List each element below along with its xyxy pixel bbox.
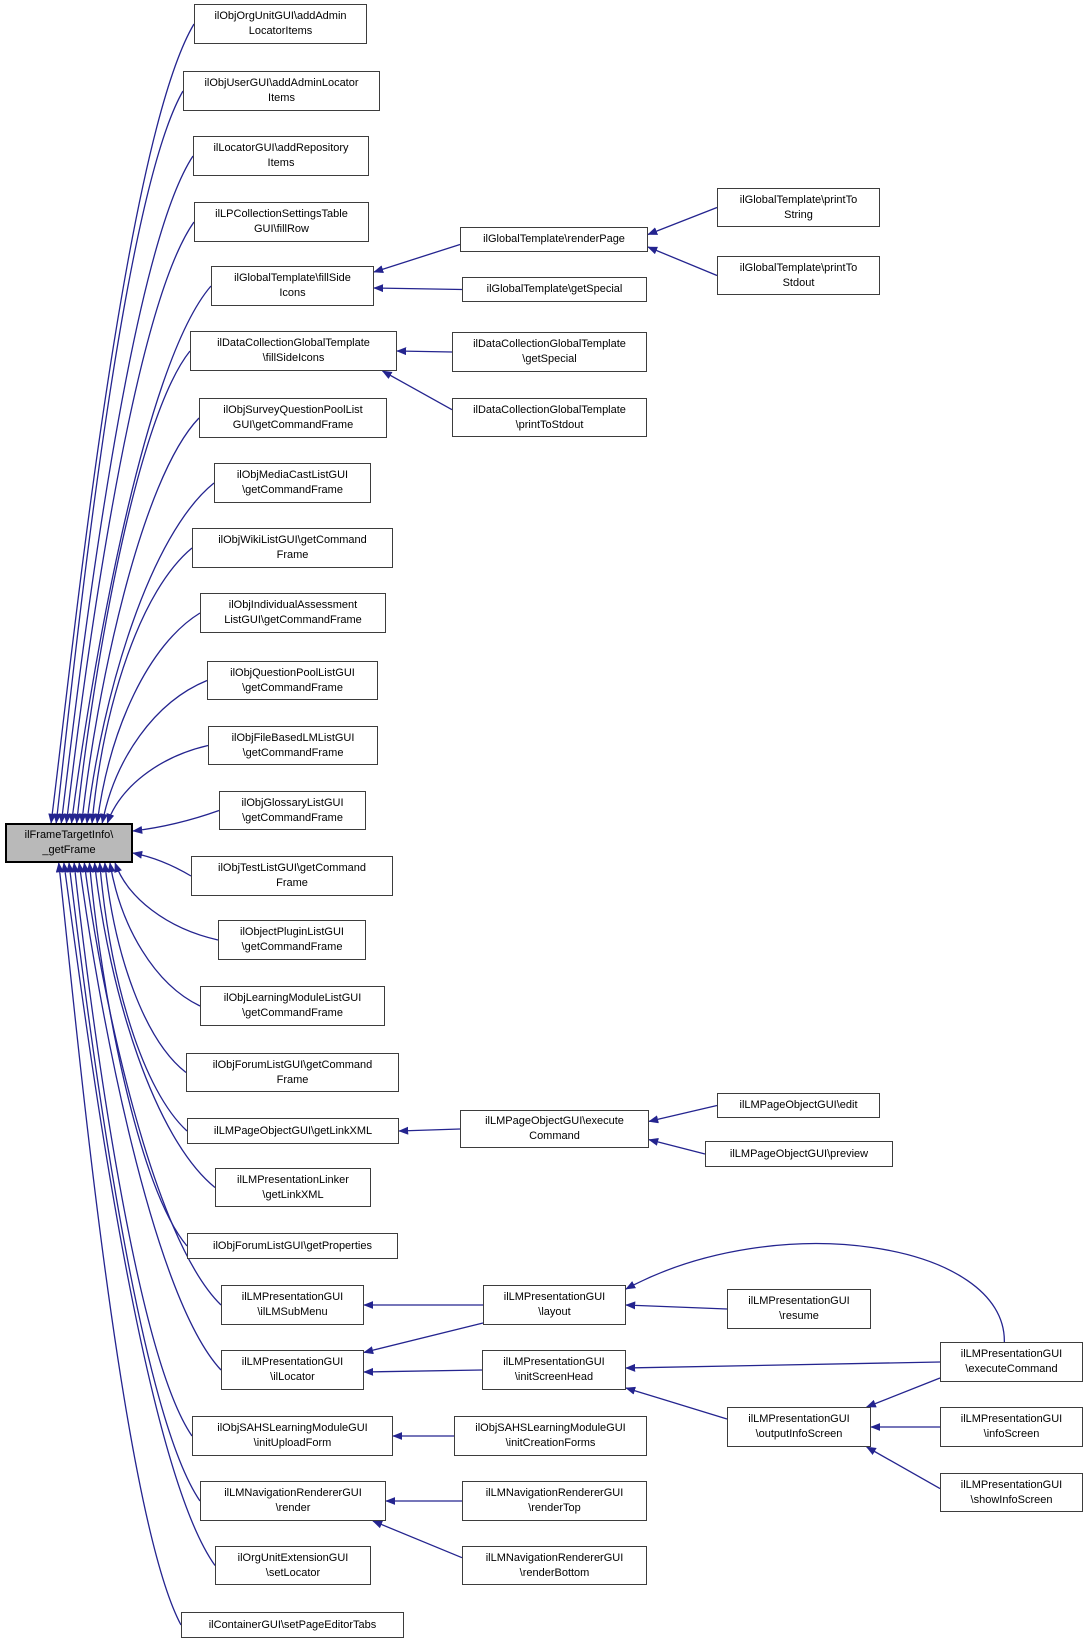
- graph-node-label: ilGlobalTemplate\fillSide: [234, 272, 351, 284]
- graph-node-outinfo[interactable]: [727, 1407, 871, 1447]
- graph-node-label: \fillSideIcons: [262, 352, 325, 364]
- graph-node-label: ilLMPageObjectGUI\preview: [729, 1147, 869, 1160]
- edge-pstring-to-rpage: [648, 208, 717, 235]
- graph-node-label: ilObjFileBasedLMListGUI: [231, 731, 355, 744]
- graph-node-label: ilObjLearningModuleListGUI: [223, 992, 362, 1004]
- graph-node-label: \getLinkXML: [262, 1188, 324, 1201]
- graph-node-ishead[interactable]: [482, 1350, 626, 1390]
- graph-node-label: \initCreationForms: [505, 1437, 596, 1449]
- graph-node-label: ilLMPresentationGUI: [503, 1291, 606, 1303]
- graph-node-label: Frame: [276, 1073, 309, 1086]
- graph-node-presexec[interactable]: [940, 1342, 1083, 1382]
- graph-node-label: ilObjSAHSLearningModuleGUI: [475, 1422, 626, 1434]
- graph-node-label: ilGlobalTemplate\printTo: [739, 193, 858, 206]
- graph-node-label: ilLMPresentationGUI: [503, 1356, 605, 1368]
- edge-sqp-to-center: [82, 418, 199, 823]
- graph-node-label: ilObjUserGUI\addAdminLocator: [204, 77, 359, 89]
- graph-node-info[interactable]: [940, 1407, 1083, 1447]
- graph-node-label: \initScreenHead: [514, 1371, 594, 1383]
- graph-node-sqp[interactable]: [199, 398, 387, 438]
- graph-node-lpc[interactable]: [194, 202, 369, 242]
- edge-presexec-to-outinfo: [867, 1378, 940, 1407]
- edge-test-to-center: [133, 853, 191, 876]
- graph-node-label: ilObjIndividualAssessment: [228, 599, 358, 611]
- graph-node-label: ilLMPageObjectGUI\execute: [485, 1115, 624, 1127]
- graph-node-label: ilLMPageObjectGUI\getLinkXML: [213, 1124, 373, 1137]
- graph-node-rtop[interactable]: [462, 1481, 647, 1521]
- graph-node-render[interactable]: [200, 1481, 386, 1521]
- graph-node-label: ilLMNavigationRendererGUI: [224, 1487, 362, 1499]
- graph-node-label: Command: [529, 1130, 580, 1142]
- graph-node-dcfsi[interactable]: [190, 331, 397, 371]
- graph-node-label: \renderTop: [528, 1502, 581, 1514]
- edge-render-to-center: [69, 863, 200, 1501]
- graph-node-label: ilLocatorGUI\addRepository: [213, 142, 349, 154]
- graph-node-label: \printToStdout: [515, 418, 584, 431]
- graph-node-label: ilDataCollectionGlobalTemplate: [217, 337, 370, 349]
- graph-node-test[interactable]: [191, 856, 393, 896]
- edge-presexec-to-ishead: [626, 1362, 940, 1368]
- graph-node-lmplink[interactable]: [215, 1168, 371, 1207]
- graph-node-label: ilLMPresentationGUI: [748, 1413, 850, 1425]
- graph-node-loc[interactable]: [193, 136, 369, 176]
- graph-node-label: ilObjectPluginListGUI: [240, 926, 344, 938]
- graph-node-label: ilObjForumListGUI\getCommand: [212, 1058, 373, 1071]
- graph-node-oplug[interactable]: [218, 920, 366, 960]
- graph-node-pagetabs[interactable]: [181, 1612, 404, 1638]
- graph-node-label: \getSpecial: [522, 353, 577, 365]
- edge-olm-to-center: [110, 863, 200, 1006]
- edge-lpc-to-center: [66, 222, 194, 823]
- graph-node-rbottom[interactable]: [462, 1546, 647, 1585]
- graph-node-forumprop[interactable]: [187, 1233, 398, 1259]
- graph-node-setloc[interactable]: [215, 1546, 371, 1585]
- graph-node-label: ilLMPageObjectGUI\edit: [739, 1099, 858, 1111]
- graph-node-rpage[interactable]: [460, 227, 648, 252]
- graph-node-label: ilObjGlossaryListGUI: [241, 796, 344, 809]
- graph-node-label: ilOrgUnitExtensionGUI: [237, 1551, 349, 1564]
- graph-node-edit[interactable]: [717, 1093, 880, 1118]
- edge-showinfo-to-outinfo: [867, 1447, 940, 1489]
- graph-node-label: \initUploadForm: [253, 1437, 332, 1449]
- graph-node-label: ilObjWikiListGUI\getCommand: [218, 534, 367, 546]
- graph-node-label: \getCommandFrame: [242, 681, 343, 694]
- graph-node-label: Items: [267, 157, 295, 169]
- graph-node-label: ilLMNavigationRendererGUI: [485, 1487, 624, 1499]
- graph-node-center: [5, 823, 133, 863]
- graph-node-label: ilLMPresentationLinker: [237, 1173, 349, 1186]
- graph-node-label: ilGlobalTemplate\printTo: [739, 261, 858, 274]
- graph-node-label: \layout: [538, 1306, 571, 1318]
- graph-node-label: \getCommandFrame: [242, 1007, 343, 1019]
- graph-node-gspec[interactable]: [462, 277, 647, 302]
- graph-node-label: \executeCommand: [965, 1363, 1058, 1375]
- graph-node-label: Stdout: [782, 276, 815, 289]
- edge-inda-to-center: [97, 613, 200, 823]
- graph-node-label: Frame: [276, 549, 309, 561]
- edge-fblm-to-center: [107, 746, 208, 824]
- graph-node-label: LocatorItems: [248, 25, 313, 37]
- edge-wiki-to-center: [92, 548, 192, 823]
- graph-node-icforms[interactable]: [454, 1416, 647, 1456]
- graph-node-gfsi[interactable]: [211, 266, 374, 306]
- graph-node-dcstdout[interactable]: [452, 398, 647, 437]
- graph-node-label: \showInfoScreen: [970, 1493, 1053, 1506]
- graph-node-label: ilLMPresentationGUI: [960, 1348, 1063, 1360]
- graph-node-forumcf[interactable]: [186, 1053, 399, 1092]
- edge-resume-to-layout: [626, 1305, 727, 1309]
- graph-node-label: ilLMPresentationGUI: [960, 1413, 1063, 1425]
- graph-node-dcspec[interactable]: [452, 332, 647, 372]
- graph-node-user[interactable]: [183, 71, 380, 111]
- graph-node-lmpexec[interactable]: [460, 1110, 649, 1148]
- graph-node-label: \infoScreen: [983, 1428, 1040, 1440]
- edge-gspec-to-gfsi: [374, 288, 462, 290]
- edge-lmpexec-to-lmpget: [399, 1129, 460, 1131]
- graph-node-label: Icons: [279, 287, 306, 299]
- graph-node-label: ilFrameTargetInfo\: [24, 829, 114, 841]
- graph-node-label: ilObjQuestionPoolListGUI: [230, 666, 355, 679]
- graph-node-label: _getFrame: [42, 844, 96, 856]
- graph-node-submenu[interactable]: [221, 1285, 364, 1325]
- edge-edit-to-lmpexec: [649, 1106, 717, 1122]
- graph-node-olm[interactable]: [200, 986, 385, 1026]
- graph-node-label: ilGlobalTemplate\renderPage: [483, 233, 625, 245]
- edge-dcfsi-to-center: [77, 351, 190, 823]
- graph-node-label: ListGUI\getCommandFrame: [224, 614, 362, 626]
- graph-node-label: ilDataCollectionGlobalTemplate: [473, 338, 626, 350]
- graph-node-label: ilObjMediaCastListGUI: [236, 469, 349, 481]
- graph-node-label: ilLPCollectionSettingsTable: [215, 208, 348, 220]
- graph-node-label: ilObjOrgUnitGUI\addAdmin: [214, 10, 347, 22]
- edge-rpage-to-gfsi: [374, 245, 460, 273]
- graph-node-label: String: [784, 208, 813, 221]
- graph-node-label: \setLocator: [265, 1566, 321, 1579]
- graph-node-label: GUI\getCommandFrame: [232, 419, 354, 431]
- edge-preview-to-lmpexec: [649, 1140, 705, 1154]
- graph-node-label: ilObjForumListGUI\getProperties: [213, 1239, 372, 1252]
- edge-loc-to-center: [61, 156, 193, 823]
- graph-node-pstring[interactable]: [717, 188, 880, 227]
- graph-node-label: \getCommandFrame: [241, 941, 343, 953]
- graph-node-label: ilObjSAHSLearningModuleGUI: [217, 1422, 368, 1434]
- edge-rbottom-to-render: [373, 1521, 462, 1558]
- graph-node-label: GUI\fillRow: [253, 223, 309, 235]
- graph-node-label: \ilLocator: [270, 1371, 315, 1383]
- graph-node-qpool[interactable]: [207, 661, 378, 700]
- graph-node-label: Items: [268, 92, 295, 104]
- graph-node-label: ilLMPresentationGUI: [241, 1291, 344, 1303]
- edge-layout-to-illoc: [364, 1323, 483, 1352]
- graph-node-illoc[interactable]: [221, 1350, 364, 1390]
- graph-node-label: \render: [275, 1502, 311, 1514]
- edge-glos-to-center: [133, 811, 219, 832]
- graph-node-label: ilGlobalTemplate\getSpecial: [486, 283, 623, 295]
- graph-node-label: \getCommandFrame: [242, 811, 343, 824]
- graph-node-layout[interactable]: [483, 1285, 626, 1325]
- graph-node-fblm[interactable]: [208, 726, 378, 765]
- edge-forumprop-to-center: [89, 863, 187, 1246]
- graph-node-preview[interactable]: [705, 1141, 893, 1167]
- graph-node-label: \resume: [779, 1310, 819, 1322]
- graph-node-label: \getCommandFrame: [242, 484, 343, 496]
- graph-node-resume[interactable]: [727, 1289, 871, 1329]
- graph-node-wiki[interactable]: [192, 528, 393, 568]
- edge-pstdout-to-rpage: [648, 247, 717, 276]
- graph-node-lmpget[interactable]: [187, 1118, 399, 1144]
- edge-outinfo-to-ishead: [626, 1388, 727, 1419]
- graph-node-label: \ilLMSubMenu: [257, 1306, 328, 1318]
- graph-node-inda[interactable]: [200, 593, 386, 633]
- graph-node-label: ilObjSurveyQuestionPoolList: [223, 404, 363, 416]
- graph-node-label: ilLMPresentationGUI: [241, 1356, 344, 1368]
- graph-node-glos[interactable]: [219, 791, 366, 830]
- graph-node-label: ilObjTestListGUI\getCommand: [218, 862, 366, 874]
- graph-node-upload[interactable]: [192, 1416, 393, 1456]
- graph-node-label: \outputInfoScreen: [755, 1428, 843, 1440]
- graph-node-label: ilLMNavigationRendererGUI: [485, 1551, 624, 1564]
- graph-node-pstdout[interactable]: [717, 256, 880, 295]
- edge-dcspec-to-dcfsi: [397, 351, 452, 352]
- graph-node-label: ilLMPresentationGUI: [960, 1478, 1063, 1491]
- graph-node-label: \renderBottom: [519, 1566, 590, 1579]
- graph-node-showinfo[interactable]: [940, 1473, 1083, 1512]
- graph-node-label: Frame: [276, 877, 308, 889]
- graph-node-label: ilContainerGUI\setPageEditorTabs: [208, 1618, 377, 1631]
- edge-dcstdout-to-dcfsi: [383, 371, 452, 410]
- graph-node-label: ilLMPresentationGUI: [748, 1295, 850, 1307]
- graph-node-mcast[interactable]: [214, 463, 371, 503]
- graph-node-org[interactable]: [194, 4, 367, 44]
- graph-node-label: ilDataCollectionGlobalTemplate: [473, 403, 626, 416]
- edge-ishead-to-illoc: [364, 1370, 482, 1372]
- graph-node-label: \getCommandFrame: [242, 746, 344, 759]
- edge-org-to-center: [51, 24, 194, 823]
